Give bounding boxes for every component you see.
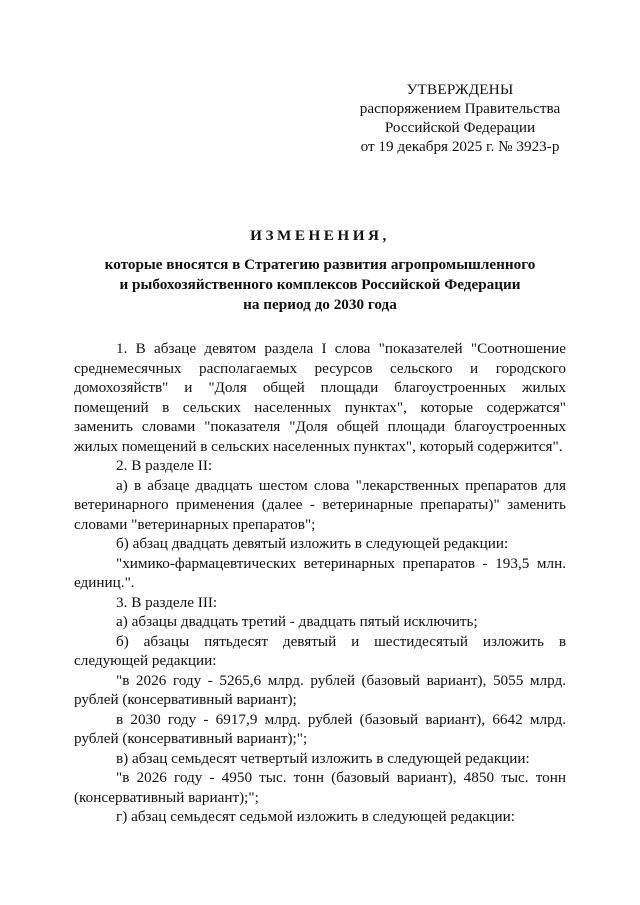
paragraph: а) в абзаце двадцать шестом слова "лекарственных препаратов для ветеринарного применения (далее - ветеринарные препараты)" заменить словами "ветеринарных препаратов"; <box>74 476 566 533</box>
paragraph: б) абзац двадцать девятый изложить в следующей редакции: <box>116 535 509 552</box>
paragraph: "в 2026 году - 4950 тыс. тонн (базовый вариант), 4850 тыс. тонн (консервативный вариант);"; <box>74 769 566 806</box>
title-subtitle <box>70 255 570 315</box>
approval-line-3: от 19 декабря 2025 г. № 3923-р <box>360 138 560 155</box>
title-subtitle-line-3: на период до 2030 года <box>243 296 397 313</box>
paragraph: 2. В разделе II: <box>116 457 213 474</box>
approval-line-1: распоряжением Правительства <box>359 100 561 117</box>
paragraph: 3. В разделе III: <box>116 593 218 611</box>
approval-line-2: Российской Федерации <box>384 119 536 136</box>
paragraph: "в 2026 году - 5265,6 млрд. рублей (базовый вариант), 5055 млрд. рублей (консервативный вариант); <box>74 671 566 708</box>
paragraph: б) абзацы пятьдесят девятый и шестидесятый изложить в следующей редакции: <box>74 632 566 669</box>
title-subtitle-line-1: которые вносятся в Стратегию развития агропромышленного <box>104 256 536 273</box>
paragraph: в 2030 году - 6917,9 млрд. рублей (базовый вариант), 6642 млрд. рублей (консервативный вариант);"; <box>74 710 566 747</box>
approval-heading: УТВЕРЖДЕНЫ <box>406 81 514 98</box>
title-main: ИЗМЕНЕНИЯ, <box>250 227 390 244</box>
paragraph: 1. В абзаце девятом раздела I слова "показателей "Соотношение среднемесячных располагаемых ресурсов сельского и городского домохозяйств" и "Доля общей площади благоустроенных жилых помещений в сельских населенных пунктах", которые содержатся" заменить словами "показателя "Доля общей площади благоустроенных жилых помещений в сельских населенных пунктах", который содержится". <box>74 340 566 455</box>
title-subtitle-line-2: и рыбохозяйственного комплексов Российской Федерации <box>119 276 521 293</box>
document-body <box>74 339 566 827</box>
paragraph: в) абзац семьдесят четвертый изложить в следующей редакции: <box>116 749 530 767</box>
document-title <box>70 226 570 315</box>
paragraph: "химико-фармацевтических ветеринарных препаратов - 193,5 млн. единиц.". <box>74 554 566 591</box>
approval-stamp <box>350 80 570 156</box>
paragraph: г) абзац семьдесят седьмой изложить в следующей редакции: <box>116 808 516 825</box>
paragraph: а) абзацы двадцать третий - двадцать пятый исключить; <box>116 613 478 630</box>
